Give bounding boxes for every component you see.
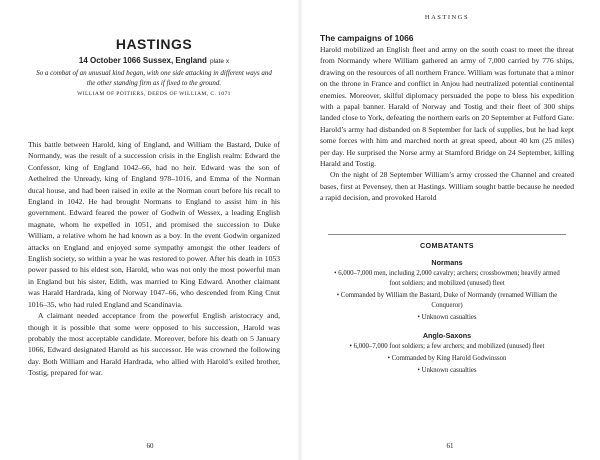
running-head: HASTINGS	[424, 14, 470, 21]
combatants-title: COMBATANTS	[419, 240, 475, 250]
side-item: • 6,000–7,000 foot soldiers; a few archers; and mobilized (unused) fleet	[349, 342, 545, 350]
side-name: Anglo-Saxons	[422, 330, 472, 340]
side-item: • Unknown casualties	[417, 313, 477, 321]
combatants-box	[328, 234, 566, 376]
side-item: • 6,000–7,000 men, including 2,000 cavalry; archers; crossbowmen; heavily armed foot soldiers; and mobilized (unused) fleet	[334, 269, 560, 287]
plate-reference: plate x	[209, 58, 230, 65]
body-paragraph: A claimant needed acceptance from the powerful English aristocracy and, though it is possible that some were opposed to his succession, Harold was probably the most acceptable candidate. Moreover, before his death on 5 January 1066, Edward designated Harold as his successor. He was crowned the following day. Both William and Harald Hardrada, who allied with Harold’s exiled brother, Tostig, prepared for war.	[28, 311, 280, 378]
side-item: • Commanded by King Harold Godwinsson	[387, 354, 507, 362]
section-title: The campaigns of 1066	[320, 33, 414, 43]
side-name: Normans	[431, 257, 463, 267]
epigraph-attribution: WILLIAM OF POITIERS, DEEDS OF WILLIAM, C. 1071	[77, 91, 231, 97]
side-item: • Commanded by William the Bastard, Duke of Normandy (renamed William the Conqueror)	[336, 291, 558, 309]
side-item: • Unknown casualties	[417, 366, 477, 374]
page-number: 61	[446, 442, 454, 450]
body-paragraph: This battle between Harold, king of England, and William the Bastard, Duke of Normandy, was the result of a succession crisis in the English realm: Edward the Confessor, king of England 1042–66, had no heir. Edward was the son of Aethelred the Unready, king of England 978–1016, and Emma of the Norman ducal house, and had been raised in exile at the Norman court before his recall to England in 1042. He had brought Normans to England to assist him in his government. Edward feared the power of Godwin of Wessex, a leading English magnate, whom he expelled in 1051, and promised the succession to Duke William, a relative whom he had known as a boy. In the event Godwin organized attacks on England and enjoyed some sympathy amongst the other leaders of English society, so within a year he was restored to power. After his death in 1053 power passed to his eldest son, Harold, who was not only the most powerful man in England but his sister, Edith, was married to King Edward. Another claimant was Harald Hardrada, king of Norway 1047–66, who descended from King Cnut 1016–35, who had ruled England and Scandinavia.	[28, 140, 280, 309]
combatant-side-normans	[328, 258, 566, 323]
body-paragraph: On the night of 28 September William’s army crossed the Channel and created bases, first at Pevensey, then at Hastings. William sought battle because he needed a rapid decision, and provoked Harold	[320, 170, 574, 203]
date-location: 14 October 1066 Sussex, England	[78, 56, 207, 65]
page-number: 60	[146, 442, 154, 450]
combatant-side-anglo-saxons	[328, 331, 566, 376]
epigraph: So a combat of an unusual kind began, with one side attacking in different ways and the other standing firm as if fixed to the ground.	[36, 69, 272, 87]
chapter-title: HASTINGS	[115, 36, 193, 52]
body-paragraph: Harold mobilized an English fleet and army on the south coast to meet the threat from Normandy where William gathered an army of 7,000 carried by 776 ships, drawing on the resources of all northern France. William was fortunate that a minor on the throne in France and conflict in Anjou had neutralized potential continental enemies. Moreover, skilful diplomacy persuaded the pope to bless his expedition with a papal banner. Harald of Norway and Tostig and their fleet of 300 ships landed close to York, defeating the northern earls on 20 September at Fulford Gate. Harold’s army had disbanded on 8 September for lack of supplies, but he had kept some forces with him and marched north at great speed, about 40 km (25 miles) per day. He surprised the Norse army at Stamford Bridge on 24 September, killing Harald and Tostig.	[320, 45, 574, 169]
dateline	[28, 56, 280, 65]
right-page	[300, 0, 600, 460]
